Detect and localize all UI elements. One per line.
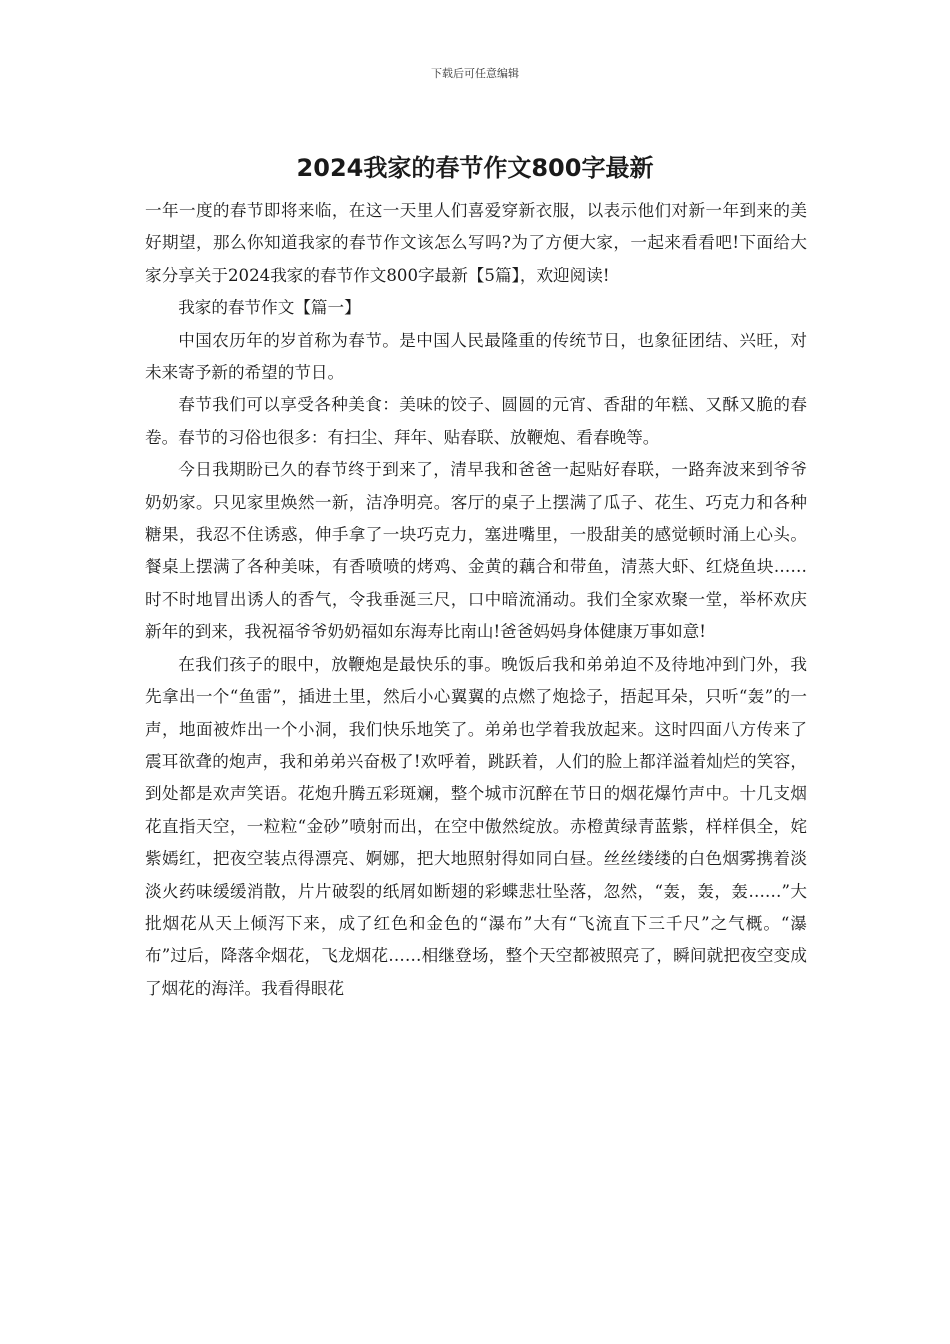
paragraph: 中国农历年的岁首称为春节。是中国人民最隆重的传统节日，也象征团结、兴旺，对未来寄予新的希望的节日。 xyxy=(145,330,807,383)
page-header: 下载后可任意编辑 xyxy=(431,67,519,80)
paragraph-intro: 一年一度的春节即将来临，在这一天里人们喜爱穿新衣服，以表示他们对新一年到来的美好期望，那么你知道我家的春节作文该怎么写吗?为了方便大家，一起来看看吧!下面给大家分享关于2024我家的春节作文800字最新【5篇】，欢迎阅读! xyxy=(145,201,807,285)
paragraph: 春节我们可以享受各种美食：美味的饺子、圆圆的元宵、香甜的年糕、又酥又脆的春卷。春节的习俗也很多：有扫尘、拜年、贴春联、放鞭炮、看春晚等。 xyxy=(145,395,807,447)
section-heading: 我家的春节作文【篇一】 xyxy=(178,298,361,318)
paragraph: 今日我期盼已久的春节终于到来了，清早我和爸爸一起贴好春联，一路奔波来到爷爷奶奶家。只见家里焕然一新，洁净明亮。客厅的桌子上摆满了瓜子、花生、巧克力和各种糖果，我忍不住诱惑，伸手拿了一块巧克力，塞进嘴里，一股甜美的感觉顿时涌上心头。餐桌上摆满了各种美味，有香喷喷的烤鸡、金黄的藕合和带鱼，清蒸大虾、红烧鱼块……时不时地冒出诱人的香气，令我垂涎三尺，口中暗流涌动。我们全家欢聚一堂，举杯欢庆新年的到来，我祝福爷爷奶奶福如东海寿比南山!爸爸妈妈身体健康万事如意! xyxy=(145,460,807,642)
document-body xyxy=(145,195,807,1005)
paragraph: 在我们孩子的眼中，放鞭炮是最快乐的事。晚饭后我和弟弟迫不及待地冲到门外，我先拿出一个“鱼雷”，插进土里，然后小心翼翼的点燃了炮捻子，捂起耳朵，只听“轰”的一声，地面被炸出一个小洞，我们快乐地笑了。弟弟也学着我放起来。这时四面八方传来了震耳欲聋的炮声，我和弟弟兴奋极了!欢呼着，跳跃着，人们的脸上都洋溢着灿烂的笑容，到处都是欢声笑语。花炮升腾五彩斑斓，整个城市沉醉在节日的烟花爆竹声中。十几支烟花直指天空，一粒粒“金砂”喷射而出，在空中傲然绽放。赤橙黄绿青蓝紫，样样俱全，姹紫嫣红，把夜空装点得漂亮、婀娜，把大地照射得如同白昼。丝丝缕缕的白色烟雾携着淡淡火药味缓缓消散，片片破裂的纸屑如断翅的彩蝶悲壮坠落，忽然，“轰，轰，轰……”大批烟花从天上倾泻下来，成了红色和金色的“瀑布”大有“飞流直下三千尺”之气概。“瀑布”过后，降落伞烟花，飞龙烟花……相继登场，整个天空都被照亮了，瞬间就把夜空变成了烟花的海洋。我看得眼花 xyxy=(145,654,807,998)
document-title: 2024我家的春节作文800字最新 xyxy=(296,154,654,182)
